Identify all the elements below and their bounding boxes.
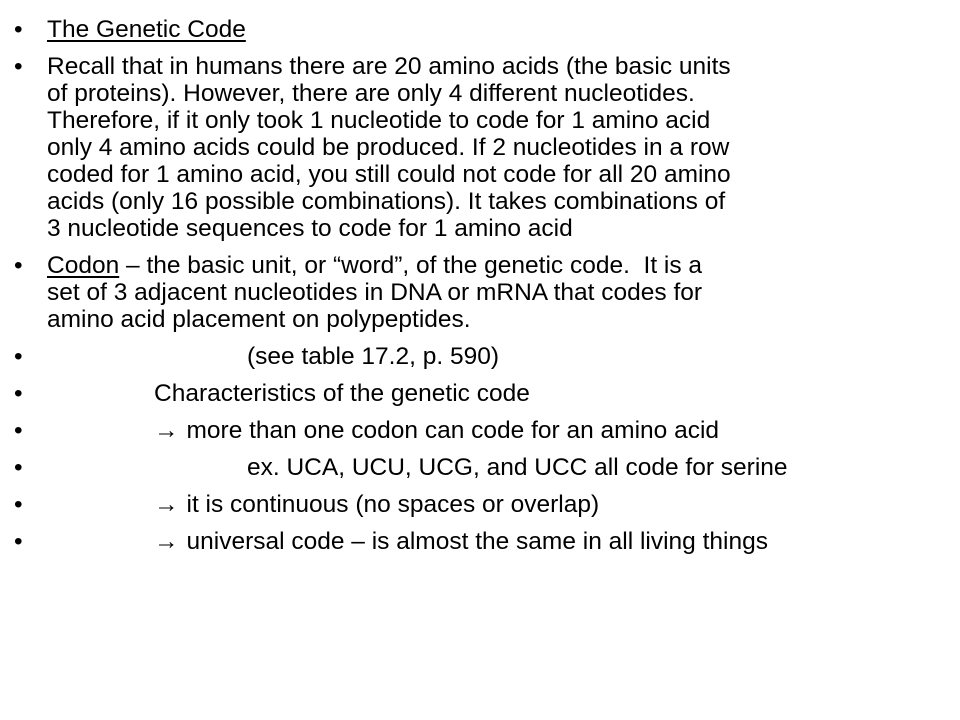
bullet-universal [0, 528, 960, 555]
recall-line-2: of proteins). However, there are only 4 different nucleotides. [47, 80, 695, 107]
recall-line-7: 3 nucleotide sequences to code for 1 amino acid [47, 215, 573, 242]
bullet-dot: • [14, 53, 23, 80]
bullet-list [0, 16, 960, 565]
bullet-dot: • [14, 528, 23, 555]
bullet-more-than-one [0, 417, 960, 444]
bullet-characteristics [0, 380, 960, 407]
recall-line-5: coded for 1 amino acid, you still could not code for all 20 amino [47, 161, 731, 188]
codon-term: Codon [47, 252, 120, 279]
universal-line [47, 528, 946, 555]
bullet-heading [0, 16, 960, 43]
more-than-one-line [47, 417, 946, 444]
example-text: ex. UCA, UCU, UCG, and UCC all code for serine [247, 454, 788, 481]
bullet-recall [0, 53, 960, 242]
bullet-see-table [0, 343, 960, 370]
universal-text: universal code – is almost the same in all living things [186, 528, 768, 555]
right-arrow-icon: → [154, 491, 179, 518]
bullet-example [0, 454, 960, 481]
bullet-dot: • [14, 491, 23, 518]
codon-line-3: amino acid placement on polypeptides. [47, 306, 471, 333]
right-arrow-icon: → [154, 528, 179, 555]
bullet-continuous [0, 491, 960, 518]
characteristics-text: Characteristics of the genetic code [154, 380, 530, 407]
bullet-dot: • [14, 380, 23, 407]
see-table-text: (see table 17.2, p. 590) [247, 343, 499, 370]
codon-line-1 [47, 252, 946, 279]
bullet-dot: • [14, 343, 23, 370]
continuous-text: it is continuous (no spaces or overlap) [186, 491, 600, 518]
codon-line-2: set of 3 adjacent nucleotides in DNA or mRNA that codes for [47, 279, 703, 306]
more-than-one-text: more than one codon can code for an amino acid [186, 417, 720, 444]
bullet-dot: • [14, 16, 23, 43]
bullet-dot: • [14, 252, 23, 279]
codon-definition-start: – the basic unit, or “word”, of the genetic code. It is a [119, 252, 703, 279]
bullet-dot: • [14, 417, 23, 444]
right-arrow-icon: → [154, 417, 179, 444]
recall-line-3: Therefore, if it only took 1 nucleotide to code for 1 amino acid [47, 107, 711, 134]
recall-line-6: acids (only 16 possible combinations). It takes combinations of [47, 188, 726, 215]
bullet-codon [0, 252, 960, 333]
recall-line-4: only 4 amino acids could be produced. If 2 nucleotides in a row [47, 134, 730, 161]
bullet-dot: • [14, 454, 23, 481]
heading-text: The Genetic Code [47, 16, 246, 43]
recall-line-1: Recall that in humans there are 20 amino acids (the basic units [47, 53, 731, 80]
continuous-line [47, 491, 946, 518]
